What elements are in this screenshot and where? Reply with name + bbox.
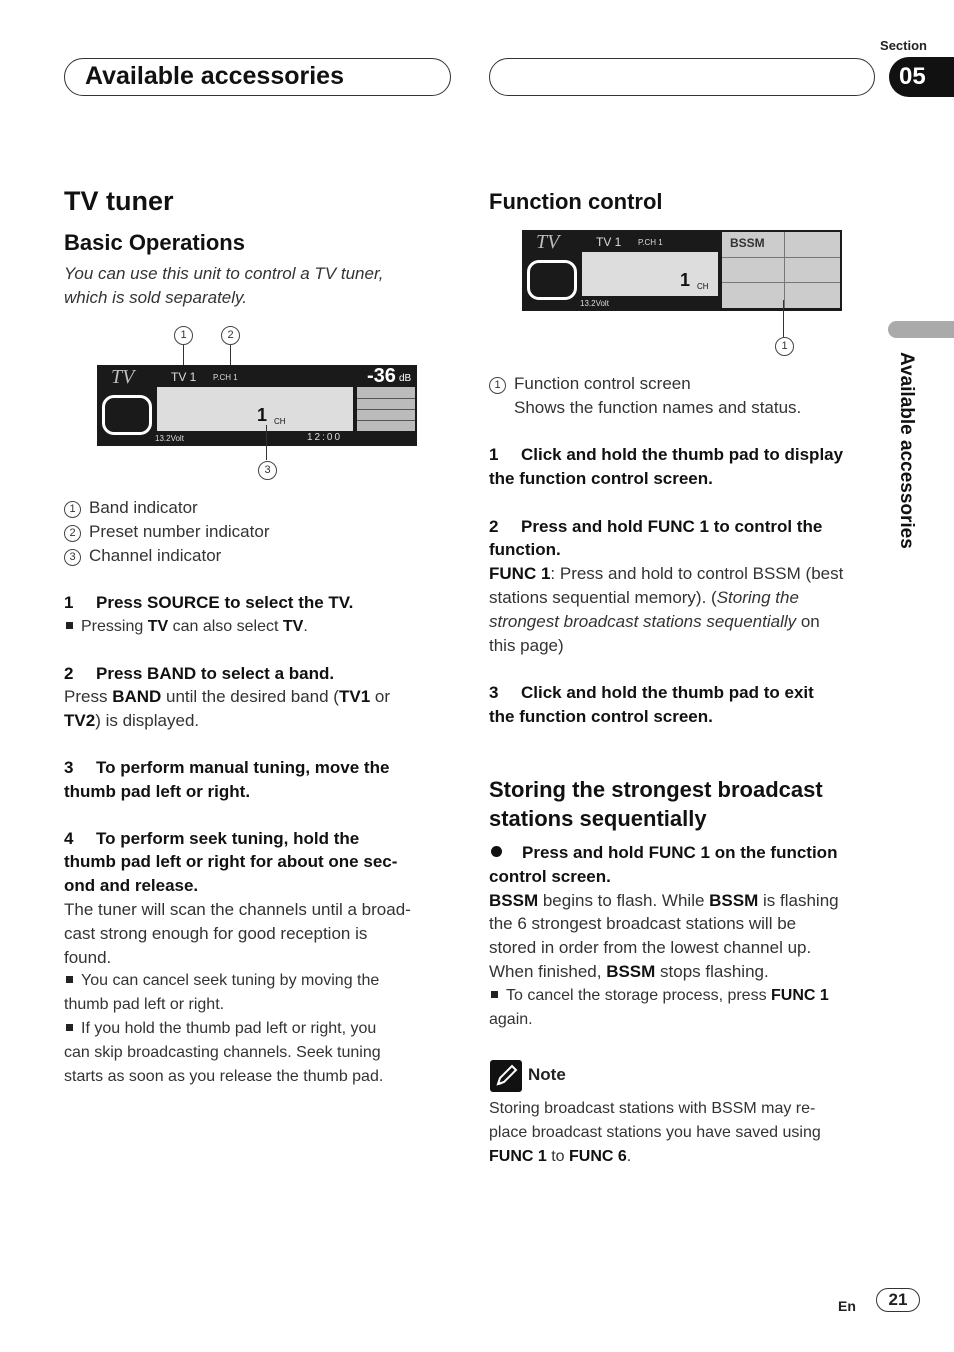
lcd2-band: TV 1: [596, 235, 622, 249]
legend-item-3: 3 Channel indicator: [64, 544, 444, 568]
footer-language: En: [838, 1298, 856, 1314]
note-title: Note: [528, 1065, 566, 1084]
legend-item-1: 1 Band indicator: [64, 496, 444, 520]
section-label: Section: [880, 38, 927, 53]
rstep-2: 2 Press and hold FUNC 1 to control the function.: [489, 516, 823, 560]
heading-function-control: Function control: [489, 189, 663, 214]
lcd2-channel-unit: CH: [697, 282, 709, 291]
step-1: 1 Press SOURCE to select the TV.: [64, 593, 354, 612]
lcd-channel: 1: [257, 405, 268, 425]
side-tab-marker: [888, 321, 954, 338]
lcd2-voltage: 13.2Volt: [580, 299, 609, 308]
lcd-logo: TV: [111, 366, 135, 388]
step-3: 3 To perform manual tuning, move the thumb pad left or right.: [64, 757, 390, 801]
callout-3: 3: [258, 461, 277, 480]
header-title-box: [64, 58, 451, 96]
storing-cancel-bullet: To cancel the storage process, press FUNC 1 again.: [489, 986, 829, 1028]
page-number: 21: [876, 1288, 920, 1312]
lcd2-logo: TV: [536, 231, 560, 253]
step-2: 2 Press BAND to select a band.: [64, 663, 335, 683]
lcd2-tv-screen-icon: [527, 260, 577, 300]
lcd2-func-name: BSSM: [730, 236, 765, 250]
step-1-bullet: Pressing TV can also select TV.: [64, 615, 454, 639]
storing-section: [489, 841, 884, 1031]
rstep-1: 1 Click and hold the thumb pad to display the function control screen.: [489, 445, 844, 488]
function-legend: [489, 372, 884, 420]
heading-basic-operations: Basic Operations: [64, 230, 245, 255]
lcd2-channel: 1: [680, 270, 691, 290]
step-4: 4 To perform seek tuning, hold the thumb pad left or right for about one sec- ond and release.: [64, 828, 398, 896]
header-title: Available accessories: [85, 62, 344, 90]
lcd-channel-unit: CH: [274, 417, 286, 426]
lcd-level: -36: [367, 365, 396, 387]
title-tv-tuner: TV tuner: [64, 186, 174, 216]
header-empty-box: [489, 58, 875, 96]
heading-storing-stations: Storing the strongest broadcast stations sequentially: [489, 777, 823, 831]
lcd-voltage: 13.2Volt: [155, 434, 184, 443]
note-pencil-icon: [490, 1060, 522, 1092]
tv-display-function: [522, 230, 842, 311]
callout-line-3: [266, 425, 267, 460]
callout-2: 2: [221, 326, 240, 345]
lcd2-preset: P.CH 1: [638, 238, 663, 247]
callout-line-r1: [783, 300, 784, 337]
storing-bullet: Press and hold FUNC 1 on the function control screen.: [489, 843, 838, 886]
callout-1: 1: [174, 326, 193, 345]
rstep-2-text: FUNC 1: Press and hold to control BSSM (best stations sequential memory). (Storing the strongest broadcast stations sequentially on this page): [489, 564, 844, 655]
callout-r1: 1: [775, 337, 794, 356]
function-legend-title: 1 Function control screen: [489, 372, 884, 396]
legend-list: [64, 496, 444, 567]
lcd-clock: 12:00: [307, 432, 343, 443]
rstep-3: 3 Click and hold the thumb pad to exit the function control screen.: [489, 683, 814, 727]
storing-text: BSSM begins to flash. While BSSM is flashing the 6 strongest broadcast stations will be stored in order from the lowest channel up. When finished, BSSM stops flashing.: [489, 890, 839, 981]
side-tab-text: Available accessories: [896, 352, 917, 549]
step-4-text: The tuner will scan the channels until a broad- cast strong enough for good reception is found.: [64, 899, 411, 967]
tv-display-basic: [97, 365, 417, 446]
step-4-bullet-2: If you hold the thumb pad left or right, you can skip broadcasting channels. Seek tuning starts as soon as you release the thumb pad.: [64, 1019, 384, 1085]
intro-text: You can use this unit to control a TV tuner, which is sold separately.: [64, 264, 384, 307]
steps-left: [64, 591, 454, 1088]
note-text: Storing broadcast stations with BSSM may re- place broadcast stations you have saved using FUNC 1 to FUNC 6.: [489, 1100, 821, 1165]
lcd-tv-screen-icon: [102, 395, 152, 435]
step-2-text: Press BAND until the desired band (TV1 or TV2) is displayed.: [64, 687, 390, 731]
lcd-main-panel: [157, 387, 353, 431]
lcd-band: TV 1: [171, 370, 197, 384]
steps-right: [489, 443, 884, 729]
section-number: 05: [889, 57, 954, 97]
lcd-preset: P.CH 1: [213, 373, 238, 382]
step-4-bullet-1: You can cancel seek tuning by moving the thumb pad left or right.: [64, 972, 380, 1014]
lcd-level-unit: dB: [399, 373, 412, 384]
function-legend-desc: Shows the function names and status.: [514, 397, 802, 417]
legend-item-2: 2 Preset number indicator: [64, 520, 444, 544]
